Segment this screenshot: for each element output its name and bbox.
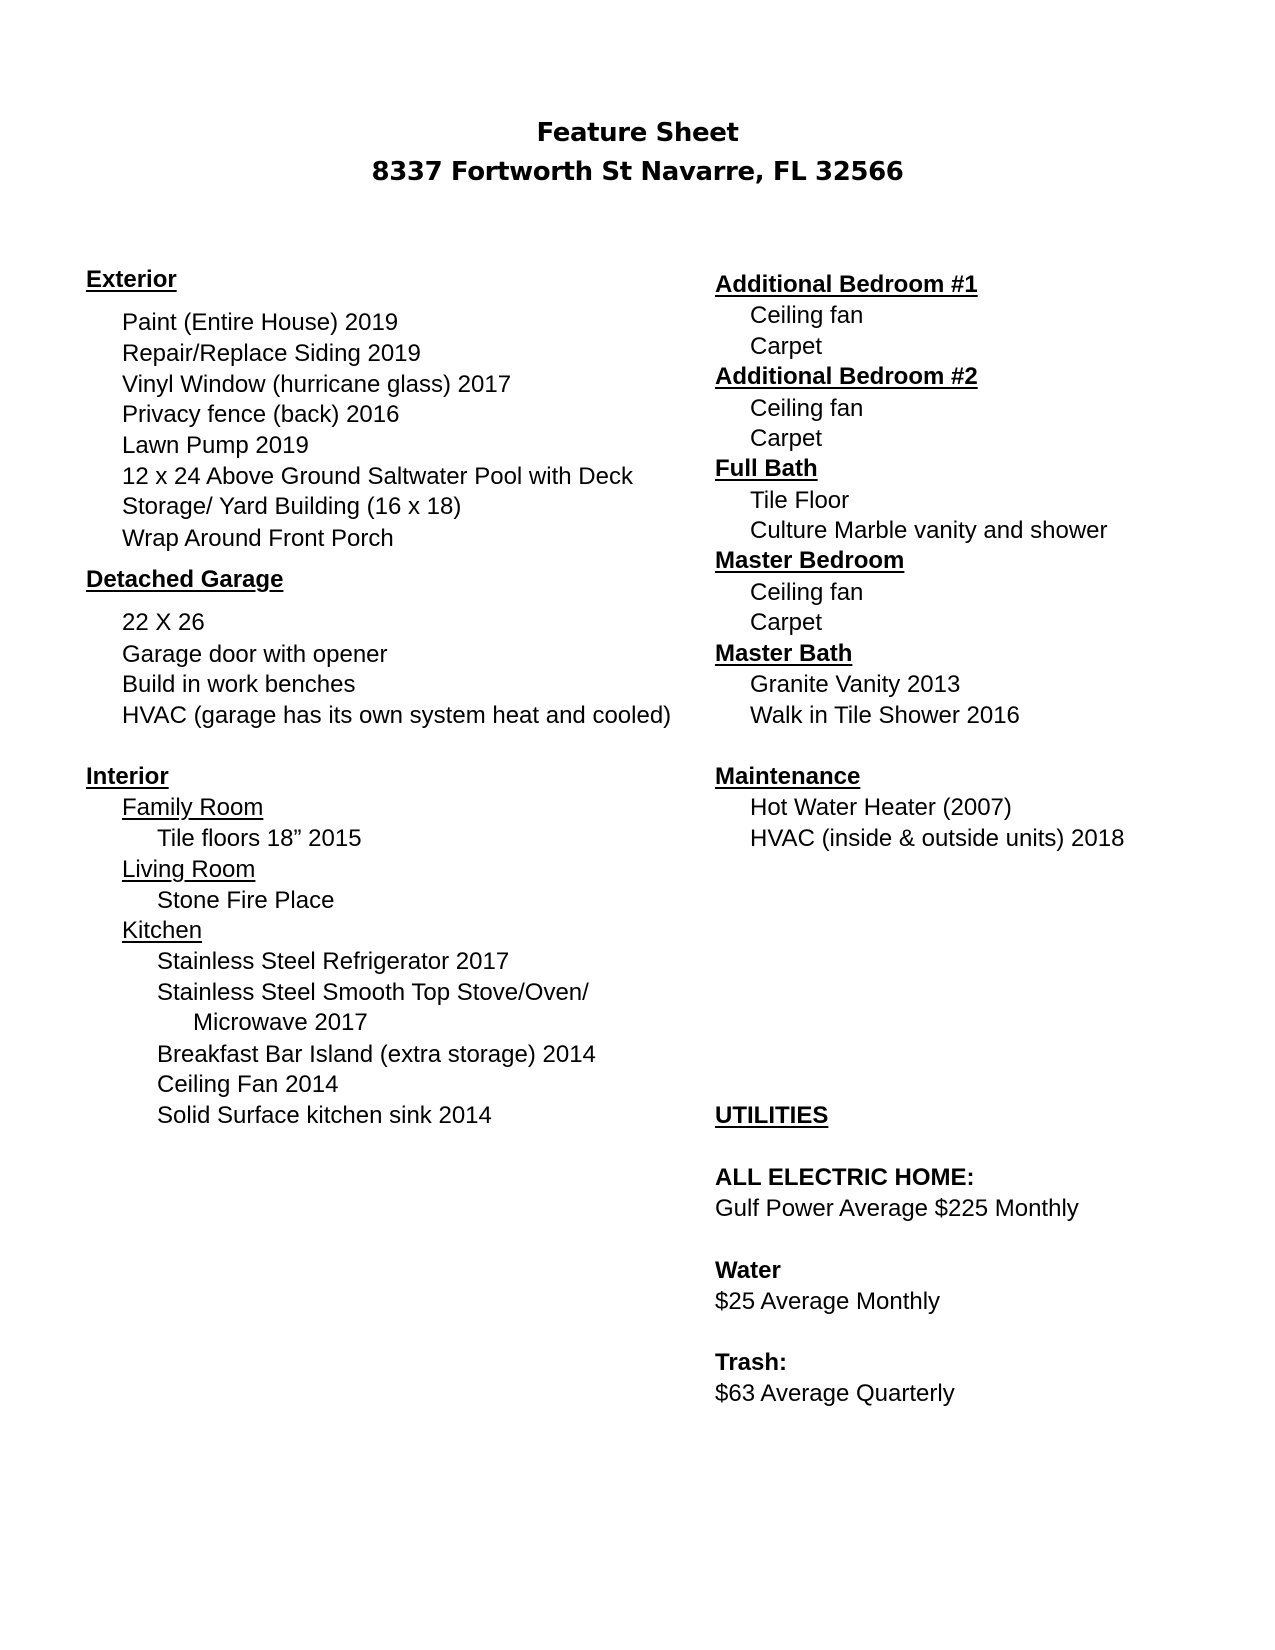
section-heading-maintenance: Maintenance <box>715 763 861 790</box>
list-item: Stainless Steel Refrigerator 2017 <box>157 948 510 975</box>
list-item: Wrap Around Front Porch <box>122 525 394 552</box>
document-title: Feature Sheet <box>536 118 739 148</box>
subheading-family-room: Family Room <box>122 794 264 821</box>
list-item: Vinyl Window (hurricane glass) 2017 <box>122 371 512 398</box>
section-heading-full-bath: Full Bath <box>715 455 818 482</box>
list-item: Tile Floor <box>750 487 850 514</box>
list-item: Hot Water Heater (2007) <box>750 794 1012 821</box>
property-address: 8337 Fortworth St Navarre, FL 32566 <box>371 157 904 187</box>
list-item: Ceiling fan <box>750 395 864 422</box>
list-item: Tile floors 18” 2015 <box>157 825 362 852</box>
utility-label-water: Water <box>715 1257 781 1284</box>
list-item: Garage door with opener <box>122 641 388 668</box>
subheading-living-room: Living Room <box>122 856 256 883</box>
list-item: 12 x 24 Above Ground Saltwater Pool with Deck <box>122 463 633 490</box>
list-item: Carpet <box>750 609 823 636</box>
list-item: Privacy fence (back) 2016 <box>122 401 400 428</box>
utility-label-electric: ALL ELECTRIC HOME: <box>715 1164 975 1191</box>
section-heading-master-bath: Master Bath <box>715 640 853 667</box>
utility-value-water: $25 Average Monthly <box>715 1288 941 1315</box>
list-item: Ceiling fan <box>750 579 864 606</box>
list-item: Ceiling fan <box>750 302 864 329</box>
list-item: Storage/ Yard Building (16 x 18) <box>122 493 462 520</box>
list-item: Solid Surface kitchen sink 2014 <box>157 1102 492 1129</box>
list-item: Paint (Entire House) 2019 <box>122 309 399 336</box>
list-item: Breakfast Bar Island (extra storage) 2014 <box>157 1041 596 1068</box>
list-item: HVAC (garage has its own system heat and cooled) <box>122 702 672 729</box>
section-heading-interior: Interior <box>86 763 169 790</box>
utility-value-trash: $63 Average Quarterly <box>715 1380 955 1407</box>
subheading-kitchen: Kitchen <box>122 917 203 944</box>
list-item: HVAC (inside & outside units) 2018 <box>750 825 1125 852</box>
list-item: Carpet <box>750 333 823 360</box>
list-item: Walk in Tile Shower 2016 <box>750 702 1020 729</box>
list-item: Lawn Pump 2019 <box>122 432 309 459</box>
section-heading-master-bedroom: Master Bedroom <box>715 547 905 574</box>
section-heading-utilities: UTILITIES <box>715 1102 829 1129</box>
list-item: Stone Fire Place <box>157 887 335 914</box>
section-heading-additional-bedroom-1: Additional Bedroom #1 <box>715 271 978 298</box>
utility-value-electric: Gulf Power Average $225 Monthly <box>715 1195 1079 1222</box>
list-item: Culture Marble vanity and shower <box>750 517 1108 544</box>
section-heading-additional-bedroom-2: Additional Bedroom #2 <box>715 363 978 390</box>
list-item: Granite Vanity 2013 <box>750 671 961 698</box>
list-item: 22 X 26 <box>122 609 205 636</box>
list-item: Build in work benches <box>122 671 356 698</box>
list-item: Repair/Replace Siding 2019 <box>122 340 421 367</box>
list-item: Stainless Steel Smooth Top Stove/Oven/ <box>157 979 589 1006</box>
list-item: Ceiling Fan 2014 <box>157 1071 339 1098</box>
section-heading-exterior: Exterior <box>86 266 177 293</box>
list-item-continuation: Microwave 2017 <box>193 1009 368 1036</box>
utility-label-trash: Trash: <box>715 1349 788 1376</box>
section-heading-detached-garage: Detached Garage <box>86 566 284 593</box>
list-item: Carpet <box>750 425 823 452</box>
